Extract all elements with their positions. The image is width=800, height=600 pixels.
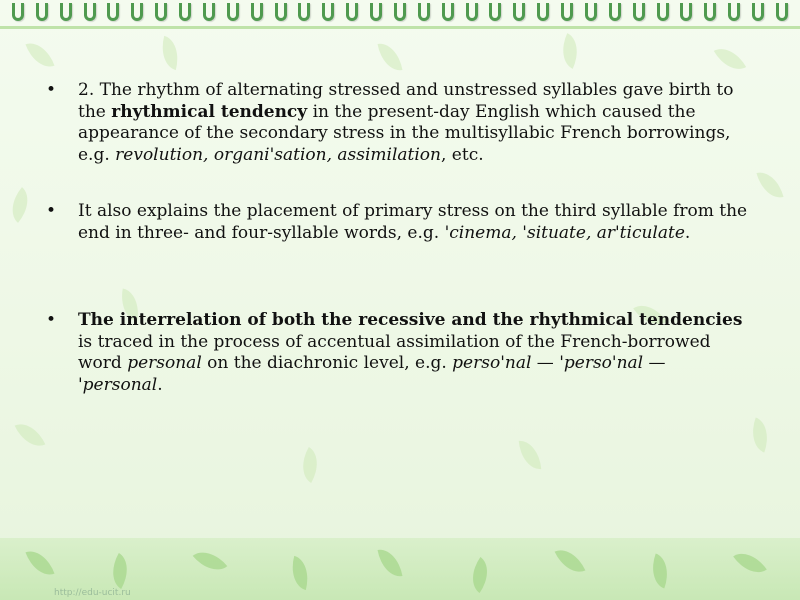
leaf-icon bbox=[555, 33, 586, 69]
leaf-icon bbox=[294, 447, 326, 483]
bullet-item bbox=[46, 201, 754, 244]
italic-examples: 'cinema, 'situate, ar'ticulate bbox=[444, 222, 685, 243]
binding-ring bbox=[585, 3, 597, 21]
text-run: It also explains the placement of primary stress on the third syllable from the end in three- and four-syllable words, e.g. bbox=[78, 201, 748, 243]
binding-ring bbox=[322, 3, 334, 21]
binding-ring bbox=[107, 3, 119, 21]
binding-ring bbox=[251, 3, 263, 21]
leaf-icon bbox=[733, 545, 767, 581]
binding-ring bbox=[728, 3, 740, 21]
binding-ring bbox=[60, 3, 72, 21]
binding-ring bbox=[418, 3, 430, 21]
italic-example: perso'nal bbox=[452, 353, 532, 373]
binding-ring bbox=[680, 3, 692, 21]
leaf-icon bbox=[519, 439, 542, 471]
binding-ring bbox=[370, 3, 382, 21]
binding-ring bbox=[752, 3, 764, 21]
binding-ring bbox=[704, 3, 716, 21]
bullet-marker: • bbox=[46, 310, 57, 330]
text-run: 2. The rhythm of alternating stressed and unstressed syllables gave birth to the bbox=[78, 80, 734, 122]
text-run: is traced in the process of accentual assimilation of the French-borrowed word bbox=[78, 331, 711, 373]
binding-ring bbox=[513, 3, 525, 21]
binding-ring bbox=[203, 3, 215, 21]
binding-ring bbox=[227, 3, 239, 21]
binding-ring bbox=[537, 3, 549, 21]
binding-ring bbox=[155, 3, 167, 21]
leaf-icon bbox=[156, 36, 183, 70]
bullet-item bbox=[46, 80, 754, 166]
footer-url: http://edu-ucit.ru bbox=[54, 588, 131, 598]
binding-ring bbox=[275, 3, 287, 21]
binding-ring bbox=[346, 3, 358, 21]
bullet-text bbox=[78, 310, 742, 395]
leaf-icon bbox=[555, 543, 586, 579]
bullet-text bbox=[78, 201, 747, 243]
leaf-icon bbox=[104, 553, 136, 589]
bold-term: rhythmical tendency bbox=[111, 101, 308, 122]
text-run: in the present-day English which caused the appearance of the secondary stress in the multisyllabic French borrowings, e.g. bbox=[78, 101, 731, 165]
binding-ring bbox=[776, 3, 788, 21]
leaf-icon bbox=[378, 40, 403, 73]
binding-ring bbox=[561, 3, 573, 21]
binding-ring bbox=[609, 3, 621, 21]
bullet-marker: • bbox=[46, 201, 57, 221]
text-run: , etc. bbox=[441, 144, 484, 165]
text-run: on the diachronic level, e.g. bbox=[201, 353, 453, 373]
leaf-icon bbox=[193, 543, 228, 579]
leaf-icon bbox=[25, 545, 54, 580]
italic-example: 'personal bbox=[78, 374, 158, 395]
leaf-icon bbox=[756, 168, 783, 202]
text-run: . bbox=[684, 222, 691, 243]
binding-ring bbox=[489, 3, 501, 21]
binding-ring bbox=[298, 3, 310, 21]
binding-ring bbox=[442, 3, 454, 21]
text-run: — bbox=[531, 353, 560, 373]
bullet-item bbox=[46, 310, 754, 396]
binding-ring bbox=[394, 3, 406, 21]
binding-ring bbox=[466, 3, 478, 21]
top-divider bbox=[0, 26, 800, 29]
leaf-icon bbox=[463, 557, 497, 593]
leaf-icon bbox=[15, 417, 46, 453]
italic-example: personal bbox=[127, 353, 202, 373]
binding-ring bbox=[657, 3, 669, 21]
leaf-icon bbox=[3, 187, 38, 223]
binding-ring bbox=[12, 3, 24, 21]
leaf-icon bbox=[745, 417, 774, 452]
slide-content bbox=[46, 80, 754, 396]
bullet-text bbox=[78, 80, 733, 165]
ring-binding bbox=[0, 0, 800, 26]
leaf-icon bbox=[714, 41, 746, 77]
bold-term: The interrelation of both the recessive and the rhythmical tendencies bbox=[78, 310, 743, 330]
text-run: — bbox=[643, 353, 666, 373]
text-run: . bbox=[157, 374, 163, 395]
leaf-icon bbox=[645, 553, 674, 588]
leaf-icon bbox=[25, 37, 54, 72]
binding-ring bbox=[179, 3, 191, 21]
italic-example: 'perso'nal bbox=[559, 353, 644, 373]
leaf-icon bbox=[286, 556, 313, 590]
binding-ring bbox=[84, 3, 96, 21]
italic-examples: revolution, organi'sation, assimilation bbox=[115, 144, 441, 165]
binding-ring bbox=[633, 3, 645, 21]
binding-ring bbox=[131, 3, 143, 21]
binding-ring bbox=[36, 3, 48, 21]
bullet-marker: • bbox=[46, 80, 57, 100]
leaf-icon bbox=[378, 546, 403, 579]
